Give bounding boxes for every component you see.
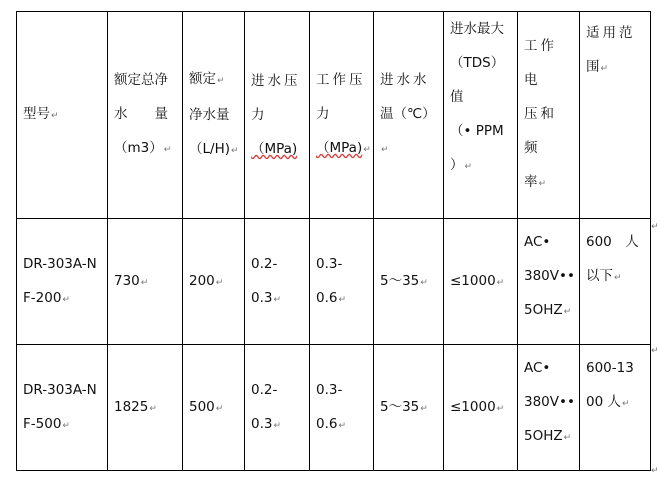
return-mark-icon: ↵ <box>496 403 505 414</box>
header-in-pressure: 进水压 力 （MPa) <box>245 12 310 219</box>
return-mark-icon: ↵ <box>62 294 70 305</box>
cell-total-water: 730↵ <box>108 219 183 345</box>
return-mark-icon: ↵ <box>273 420 282 431</box>
cell-model: DR-303A-N F-200↵ <box>17 219 108 345</box>
cell-work-voltage: AC• 380V•• 5OHZ↵ <box>518 345 580 471</box>
return-mark-icon: ↵ <box>140 277 149 288</box>
header-scope: 适用范 围↵ <box>580 12 651 219</box>
header-net-water: 额定↵ 净水量 （L/H)↵ <box>183 12 245 219</box>
return-mark-icon: ↵ <box>496 277 505 288</box>
return-mark-icon: ↵ <box>51 111 59 121</box>
cell-work-voltage: AC• 380V•• 5OHZ↵ <box>518 219 580 345</box>
table-row <box>17 345 651 471</box>
table-row <box>17 219 651 345</box>
header-in-quality: 进水最大 （TDS） 值 （• PPM ）↵ <box>444 12 518 219</box>
return-mark-icon: ↵ <box>273 294 282 305</box>
header-work-pressure: 工作压 力 （MPa)↵ <box>310 12 374 219</box>
cell-scope: 600 人 以下↵ <box>580 219 651 345</box>
header-model: 型号↵ <box>17 12 108 219</box>
spec-table <box>16 11 651 471</box>
cell-in-temp: 5～35↵ <box>374 219 444 345</box>
return-mark-icon: ↵ <box>338 420 347 431</box>
row-end-mark-icon: ↵ <box>651 222 659 232</box>
return-mark-icon: ↵ <box>149 403 157 414</box>
cell-in-pressure: 0.2-0.3↵ <box>245 219 310 345</box>
return-mark-icon: ↵ <box>215 403 224 414</box>
return-mark-icon: ↵ <box>217 76 225 86</box>
return-mark-icon: ↵ <box>62 420 70 431</box>
return-mark-icon: ↵ <box>381 145 389 155</box>
cell-work-pressure: 0.3-0.6↵ <box>310 219 374 345</box>
cell-work-pressure: 0.3-0.6↵ <box>310 345 374 471</box>
cell-total-water: 1825↵ <box>108 345 183 471</box>
return-mark-icon: ↵ <box>231 146 239 156</box>
header-row <box>17 12 651 219</box>
header-work-voltage: 工作电 压和频 率↵ <box>518 12 580 219</box>
return-mark-icon: ↵ <box>163 145 172 155</box>
cell-in-quality: ≤1000↵ <box>444 345 518 471</box>
return-mark-icon: ↵ <box>563 433 572 443</box>
header-total-water: 额定总净 水 量 （m3）↵ <box>108 12 183 219</box>
row-end-mark-icon: ↵ <box>651 466 659 476</box>
cell-model: DR-303A-N F-500↵ <box>17 345 108 471</box>
return-mark-icon: ↵ <box>363 145 371 155</box>
header-in-temp: 进水水 温（℃）↵ <box>374 12 444 219</box>
row-end-mark-icon: ↵ <box>651 346 659 356</box>
cell-net-water: 200↵ <box>183 219 245 345</box>
return-mark-icon: ↵ <box>420 403 428 414</box>
return-mark-icon: ↵ <box>614 273 622 283</box>
return-mark-icon: ↵ <box>338 294 347 305</box>
cell-net-water: 500↵ <box>183 345 245 471</box>
return-mark-icon: ↵ <box>420 277 428 288</box>
return-mark-icon: ↵ <box>600 64 609 74</box>
return-mark-icon: ↵ <box>621 399 630 409</box>
return-mark-icon: ↵ <box>215 277 224 288</box>
return-mark-icon: ↵ <box>563 307 572 317</box>
return-mark-icon: ↵ <box>538 179 547 189</box>
cell-scope: 600-13 00 人↵ <box>580 345 651 471</box>
return-mark-icon: ↵ <box>464 162 473 172</box>
cell-in-temp: 5～35↵ <box>374 345 444 471</box>
cell-in-quality: ≤1000↵ <box>444 219 518 345</box>
cell-in-pressure: 0.2-0.3↵ <box>245 345 310 471</box>
